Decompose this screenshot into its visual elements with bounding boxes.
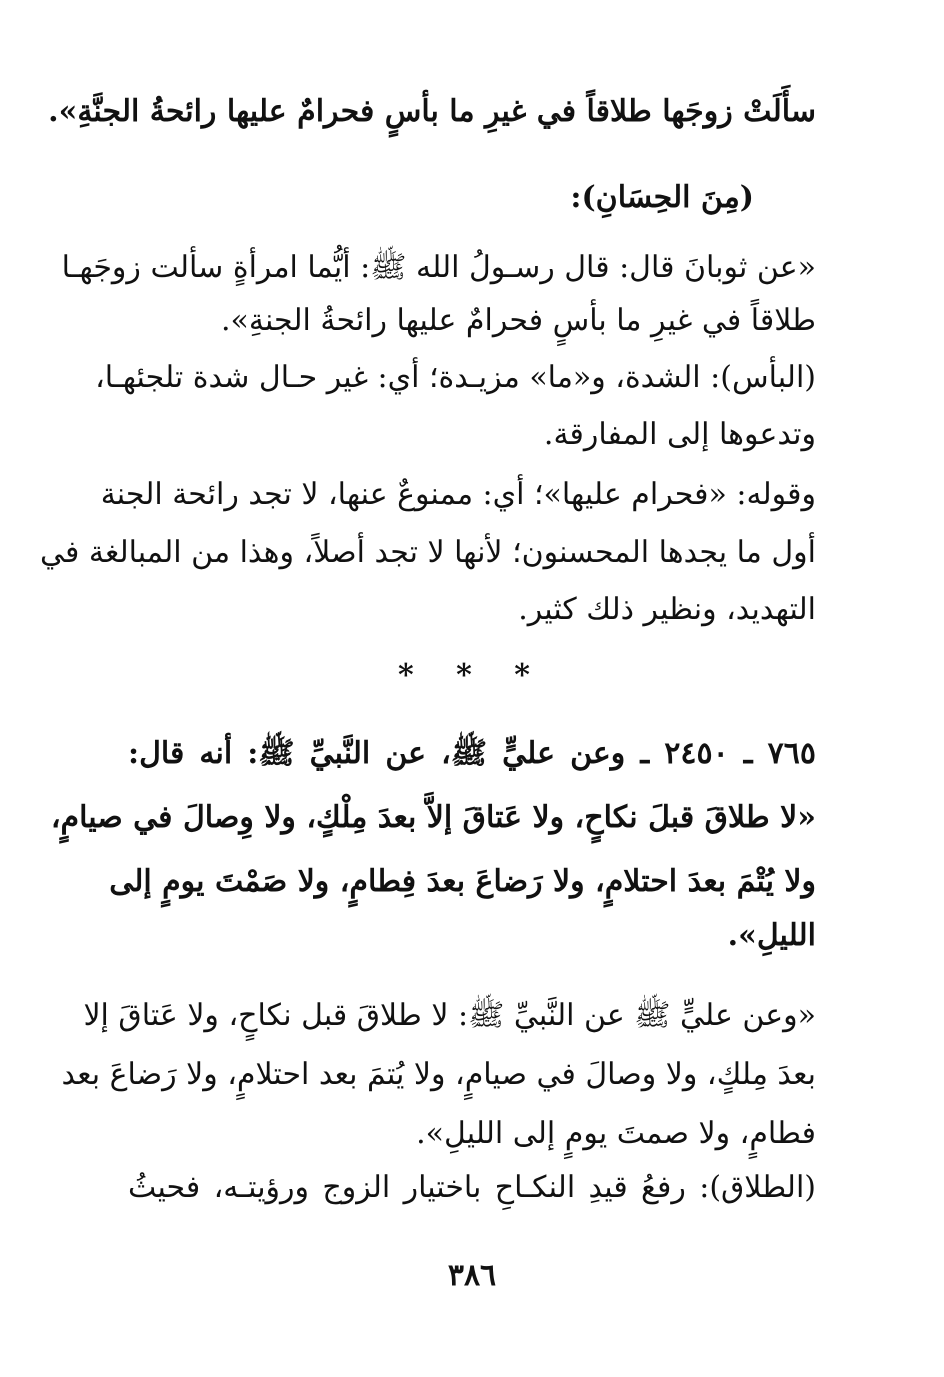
text-line: الليلِ». [727, 918, 816, 953]
text-line: أول ما يجدها المحسنون؛ لأنها لا تجد أصلاً، وهذا من المبالغة في [40, 535, 816, 570]
text-line: التهديد، ونظير ذلك كثير. [518, 592, 816, 627]
text-line: بعدَ مِلكٍ، ولا وصالَ في صيامٍ، ولا يُتمَ بعد احتلامٍ، ولا رَضاعَ بعد [61, 1057, 816, 1092]
section-separator: * * * [398, 658, 546, 693]
text-line: طلاقاً في غيرِ ما بأسٍ فحرامٌ عليها رائحةُ الجنةِ». [220, 303, 816, 338]
text-line: وتدعوها إلى المفارقة. [543, 417, 816, 452]
hadith-number-line: ٧٦٥ ـ ٢٤٥٠ ـ وعن عليٍّ ﷺ، عن النَّبيِّ ﷺ: أنه قال: [128, 736, 816, 771]
text-line: وقوله: «فحرام عليها»؛ أي: ممنوعٌ عنها، لا تجد رائحة الجنة [100, 477, 816, 512]
text-line: «وعن عليٍّ ﷺ عن النَّبيِّ ﷺ: لا طلاقَ قبل نكاحٍ، ولا عَتاقَ إلا [83, 998, 816, 1033]
text-line: (الطلاق): رفعُ قيدِ النكـاحِ باختيار الزوج ورؤيتـه، فحيثُ [128, 1170, 816, 1205]
text-line: (البأس): الشدة، و«ما» مزيـدة؛ أي: غير حـال شدة تلجئهـا، [95, 360, 816, 395]
text-line: «لا طلاقَ قبلَ نكاحٍ، ولا عَتاقَ إلاَّ بعدَ مِلْكٍ، ولا وِصالَ في صيامٍ، [50, 800, 816, 835]
text-line: سأَلَتْ زوجَها طلاقاً في غيرِ ما بأسٍ فحرامٌ عليها رائحةُ الجنَّةِ». [48, 94, 816, 129]
page-number: ٣٨٦ [447, 1258, 497, 1293]
text-line: ولا يُتْمَ بعدَ احتلامٍ، ولا رَضاعَ بعدَ فِطامٍ، ولا صَمْتَ يومٍ إلى [109, 864, 816, 899]
section-heading: (مِنَ الحِسَانِ): [570, 180, 754, 215]
text-line: فطامٍ، ولا صمتَ يومٍ إلى الليلِ». [416, 1116, 816, 1151]
text-line: «عن ثوبانَ قال: قال رسـولُ الله ﷺ: أيُّما امرأةٍ سألت زوجَهـا [61, 250, 816, 285]
